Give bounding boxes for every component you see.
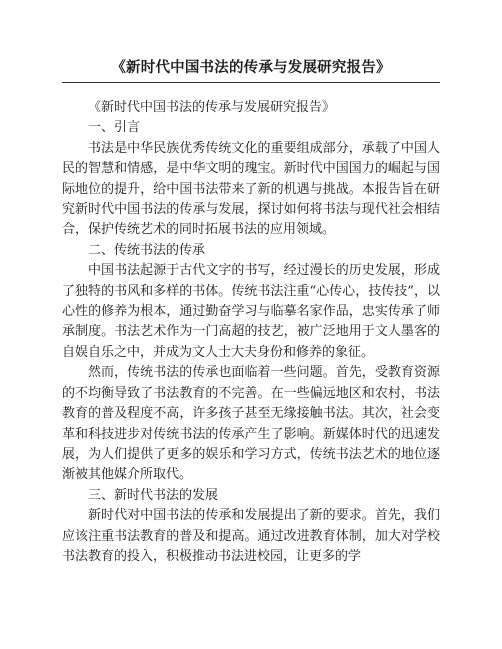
paragraph-tradition-problems: 然而，传统书法的传承也面临着一些问题。首先，受教育资源的不均衡导致了书法教育的不完善。在一些偏远地区和农村，书法教育的普及程度不高，许多孩子甚至无缘接触书法。其次，社会变革和科技进步对传统书法的传承产生了影响。新媒体时代的迅速发展，为人们提供了更多的娱乐和学习方式，传统书法艺术的地位逐渐被其他媒介所取代。 <box>62 365 440 483</box>
section-heading-development: 三、新时代书法的发展 <box>88 487 219 503</box>
section-heading-intro: 一、引言 <box>88 120 141 136</box>
paragraph-development: 新时代对中国书法的传承和发展提出了新的要求。首先，我们应该注重书法教育的普及和提高。通过改进教育体制，加大对学校书法教育的投入，积极推动书法进校园，让更多的学 <box>62 508 440 564</box>
paragraph-repeated-title: 《新时代中国书法的传承与发展研究报告》 <box>88 100 336 115</box>
paragraph-tradition: 中国书法起源于古代文字的书写，经过漫长的历史发展，形成了独特的书风和多样的书体。传统书法注重“心传心，技传技”，以心性的修养为根本，通过勤奋学习与临摹名家作品，忠实传承了师承制度。书法艺术作为一门高超的技艺，被广泛地用于文人墨客的自娱自乐之中，并成为文人士大夫身份和修养的象征。 <box>62 263 440 360</box>
title-header <box>62 58 440 83</box>
section-heading-tradition: 二、传统书法的传承 <box>88 242 206 258</box>
document-title: 《新时代中国书法的传承与发展研究报告》 <box>111 60 391 76</box>
paragraph-intro: 书法是中华民族优秀传统文化的重要组成部分，承载了中国人民的智慧和情感，是中华文明的瑰宝。新时代中国国力的崛起与国际地位的提升，给中国书法带来了新的机遇与挑战。本报告旨在研究新时代中国书法的传承与发展，探讨如何将书法与现代社会相结合，保护传统艺术的同时拓展书法的应用领域。 <box>62 140 440 238</box>
document-body <box>62 98 440 567</box>
